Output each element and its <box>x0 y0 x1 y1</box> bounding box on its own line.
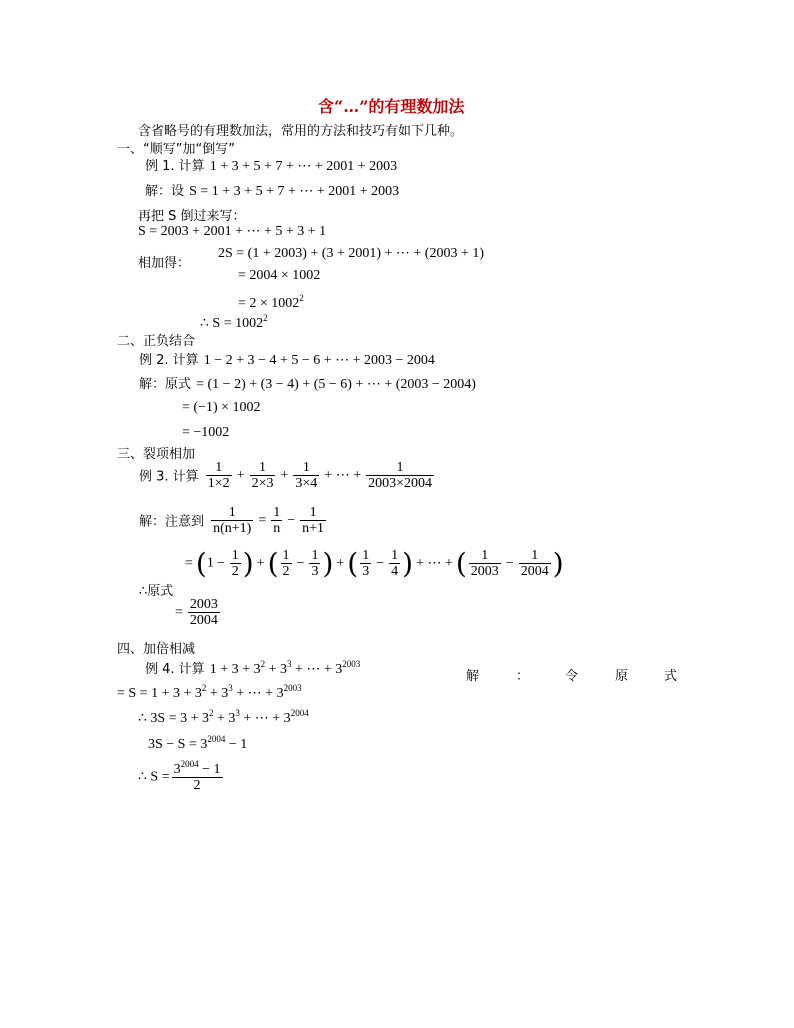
example-1-label: 例 1. 计算 <box>145 159 205 174</box>
s4-line2-b: + 3 <box>213 711 236 726</box>
reverse-expr: S = 2003 + 2001 + ⋯ + 5 + 3 + 1 <box>138 224 327 239</box>
reverse-text: 再把 S 倒过来写： <box>138 209 246 224</box>
s4-line2-exp-3: 3 <box>235 708 240 718</box>
equals-sign: = <box>185 555 193 571</box>
solution-4-char-3: 令 <box>565 669 579 684</box>
plus-sign: + <box>256 555 265 571</box>
term-3a-num: 1 <box>362 547 370 563</box>
section-4-heading: 四、加倍相减 <box>117 642 196 657</box>
note-b-num: 1 <box>309 505 317 520</box>
result-fraction <box>188 597 220 629</box>
example-1-expr: 1 + 3 + 5 + 7 + ⋯ + 2001 + 2003 <box>209 159 398 174</box>
s2-line3: = −1002 <box>182 425 230 440</box>
equals-sign: = <box>258 512 267 528</box>
fraction-3 <box>293 460 319 492</box>
solution-1 <box>145 180 399 200</box>
term-4b-den: 2004 <box>520 564 549 579</box>
result-den: 2004 <box>189 613 218 629</box>
s4-line2-exp-2: 2 <box>208 708 214 718</box>
example-4-label: 例 4. 计算 <box>145 662 205 677</box>
s1-line3-base: = 2 × 1002 <box>238 296 300 311</box>
minus-sign: − <box>216 555 225 571</box>
s4-line1-exp-2003: 2003 <box>283 683 302 693</box>
s4-final-label: ∴ S = <box>138 769 170 785</box>
section-2-heading: 二、正负结合 <box>117 334 196 349</box>
s1-final-base: ∴ S = 1002 <box>200 316 264 331</box>
s4-line2-a: ∴ 3S = 3 + 3 <box>138 711 209 726</box>
fraction-2-den: 2×3 <box>251 476 274 492</box>
s4-final-num <box>172 760 223 777</box>
ex4-exp-2: 2 <box>260 659 266 669</box>
term-1b-den: 2 <box>231 564 239 579</box>
term-4b-num: 1 <box>531 547 539 563</box>
example-4 <box>145 658 360 678</box>
plus-sign: + <box>336 555 345 571</box>
note-fraction-b <box>300 505 326 537</box>
s4-line3-exp: 2004 <box>207 734 226 744</box>
s1-line2: = 2004 × 1002 <box>238 268 321 283</box>
fraction-3-num: 1 <box>302 460 310 475</box>
term-2a-num: 1 <box>282 547 290 563</box>
s1-line3 <box>238 293 304 312</box>
term-4a-den: 2003 <box>470 564 499 579</box>
ex4-exp-3: 3 <box>286 659 292 669</box>
fraction-4-num: 1 <box>396 460 404 475</box>
s4-line3-b: − 1 <box>225 737 248 752</box>
note-a-num: 1 <box>273 505 281 520</box>
fraction-2 <box>250 460 276 492</box>
term-2b-num: 1 <box>311 547 319 563</box>
ex4-part-b: + 3 <box>265 662 287 677</box>
solution-2-label: 解：原式 <box>139 377 192 392</box>
term-2a <box>281 548 292 580</box>
s4-line1-exp-2: 2 <box>201 683 207 693</box>
example-2-expr: 1 − 2 + 3 − 4 + 5 − 6 + ⋯ + 2003 − 2004 <box>203 353 435 368</box>
term-3b <box>389 548 400 580</box>
note-b-den: n+1 <box>302 521 325 537</box>
s3-result <box>172 597 222 629</box>
paren: ) <box>402 547 414 580</box>
page-title: 含“…”的有理数加法 <box>318 97 465 116</box>
solution-2-line1: = (1 − 2) + (3 − 4) + (5 − 6) + ⋯ + (2003 − 2004) <box>196 377 476 392</box>
ex4-part-a: 1 + 3 + 3 <box>209 662 261 677</box>
note-lhs-num: 1 <box>228 505 236 520</box>
term-4b <box>519 548 551 580</box>
s4-line1-a: = S = 1 + 3 + 3 <box>117 686 202 701</box>
s4-line2 <box>138 708 309 727</box>
intro-text: 含省略号的有理数加法，常用的方法和技巧有如下几种。 <box>138 124 464 139</box>
example-4-expr <box>209 659 361 677</box>
paren: ( <box>267 547 279 580</box>
term-2a-den: 2 <box>282 564 290 579</box>
s4-final-den: 2 <box>172 777 223 793</box>
note-lhs-den: n(n+1) <box>213 521 252 537</box>
plus-sign: + <box>280 467 289 483</box>
solution-4-char-4: 原 <box>615 669 629 684</box>
example-3-label: 例 3. 计算 <box>139 469 199 485</box>
add-label: 相加得： <box>138 256 191 271</box>
term-3a <box>360 548 371 580</box>
term-1b-num: 1 <box>231 547 239 563</box>
example-2 <box>139 349 435 369</box>
example-1 <box>145 155 397 175</box>
s4-final-num-b: − 1 <box>198 762 221 777</box>
minus-sign: − <box>505 555 514 571</box>
term-3b-den: 4 <box>391 564 399 579</box>
term-2b <box>309 548 320 580</box>
minus-sign: − <box>296 555 305 571</box>
solution-1-label: 解：设 <box>145 184 185 199</box>
note-fraction-lhs <box>211 505 253 537</box>
solution-4-char-5: 式 <box>664 669 678 684</box>
paren: ) <box>322 547 334 580</box>
minus-sign: − <box>376 555 385 571</box>
term-1a: 1 <box>206 555 214 571</box>
plus-sign: + <box>236 467 245 483</box>
solution-4-char-1: 解 <box>466 669 480 684</box>
ellipsis-terms: + ⋯ + <box>324 468 362 484</box>
s4-line2-exp-2004: 2004 <box>290 708 309 718</box>
fraction-1-num: 1 <box>215 460 223 475</box>
note-3 <box>139 505 328 537</box>
note-3-label: 解：注意到 <box>139 514 205 530</box>
solution-2 <box>139 373 476 393</box>
solution-4-char-2: ： <box>516 669 530 684</box>
s4-final <box>138 760 225 794</box>
example-2-label: 例 2. 计算 <box>139 353 199 368</box>
s3-expansion <box>182 547 564 580</box>
orig-label: ∴原式 <box>139 584 174 599</box>
s1-line1: 2S = (1 + 2003) + (3 + 2001) + ⋯ + (2003 + 1) <box>218 246 485 261</box>
s1-final-exp: 2 <box>263 313 268 323</box>
fraction-1 <box>206 460 232 492</box>
paren: ( <box>195 547 207 580</box>
section-1-heading: 一、“顺写”加“倒写” <box>117 142 235 157</box>
s4-final-num-exp: 2004 <box>180 759 199 769</box>
note-a-den: n <box>273 521 281 537</box>
fraction-4-den: 2003×2004 <box>368 476 432 492</box>
note-fraction-a <box>271 505 282 537</box>
s4-line3 <box>148 734 247 753</box>
paren: ) <box>552 547 564 580</box>
paren: ) <box>242 547 254 580</box>
s4-line3-a: 3S − S = 3 <box>148 737 208 752</box>
term-4a-num: 1 <box>481 547 489 563</box>
s4-line1-exp-3: 3 <box>228 683 233 693</box>
solution-1-expr: S = 1 + 3 + 5 + 7 + ⋯ + 2001 + 2003 <box>189 184 400 199</box>
term-2b-den: 3 <box>311 564 319 579</box>
term-4a <box>469 548 501 580</box>
s4-final-fraction <box>172 760 223 794</box>
ex4-part-c: + ⋯ + 3 <box>291 662 343 677</box>
example-3 <box>139 460 436 492</box>
s4-line2-c: + ⋯ + 3 <box>239 711 291 726</box>
ellipsis-terms: + ⋯ + <box>416 556 453 571</box>
fraction-3-den: 3×4 <box>295 476 318 492</box>
fraction-2-num: 1 <box>259 460 267 475</box>
fraction-4 <box>366 460 434 492</box>
s4-line1 <box>117 683 302 702</box>
section-3-heading: 三、裂项相加 <box>117 447 196 462</box>
ex4-exp-2003: 2003 <box>342 659 361 669</box>
s1-line3-exp: 2 <box>299 293 304 303</box>
term-3a-den: 3 <box>362 564 370 579</box>
s4-final-num-a: 3 <box>173 762 181 777</box>
s4-line1-c: + ⋯ + 3 <box>232 686 284 701</box>
equals-sign: = <box>175 604 183 620</box>
result-num: 2003 <box>189 597 218 612</box>
fraction-1-den: 1×2 <box>207 476 230 492</box>
paren: ( <box>455 547 467 580</box>
minus-sign: − <box>287 512 296 528</box>
s2-line2: = (−1) × 1002 <box>182 400 261 415</box>
term-3b-num: 1 <box>391 547 399 563</box>
s4-line1-b: + 3 <box>206 686 229 701</box>
paren: ( <box>347 547 359 580</box>
s1-final <box>200 313 268 332</box>
term-1b <box>230 548 241 580</box>
